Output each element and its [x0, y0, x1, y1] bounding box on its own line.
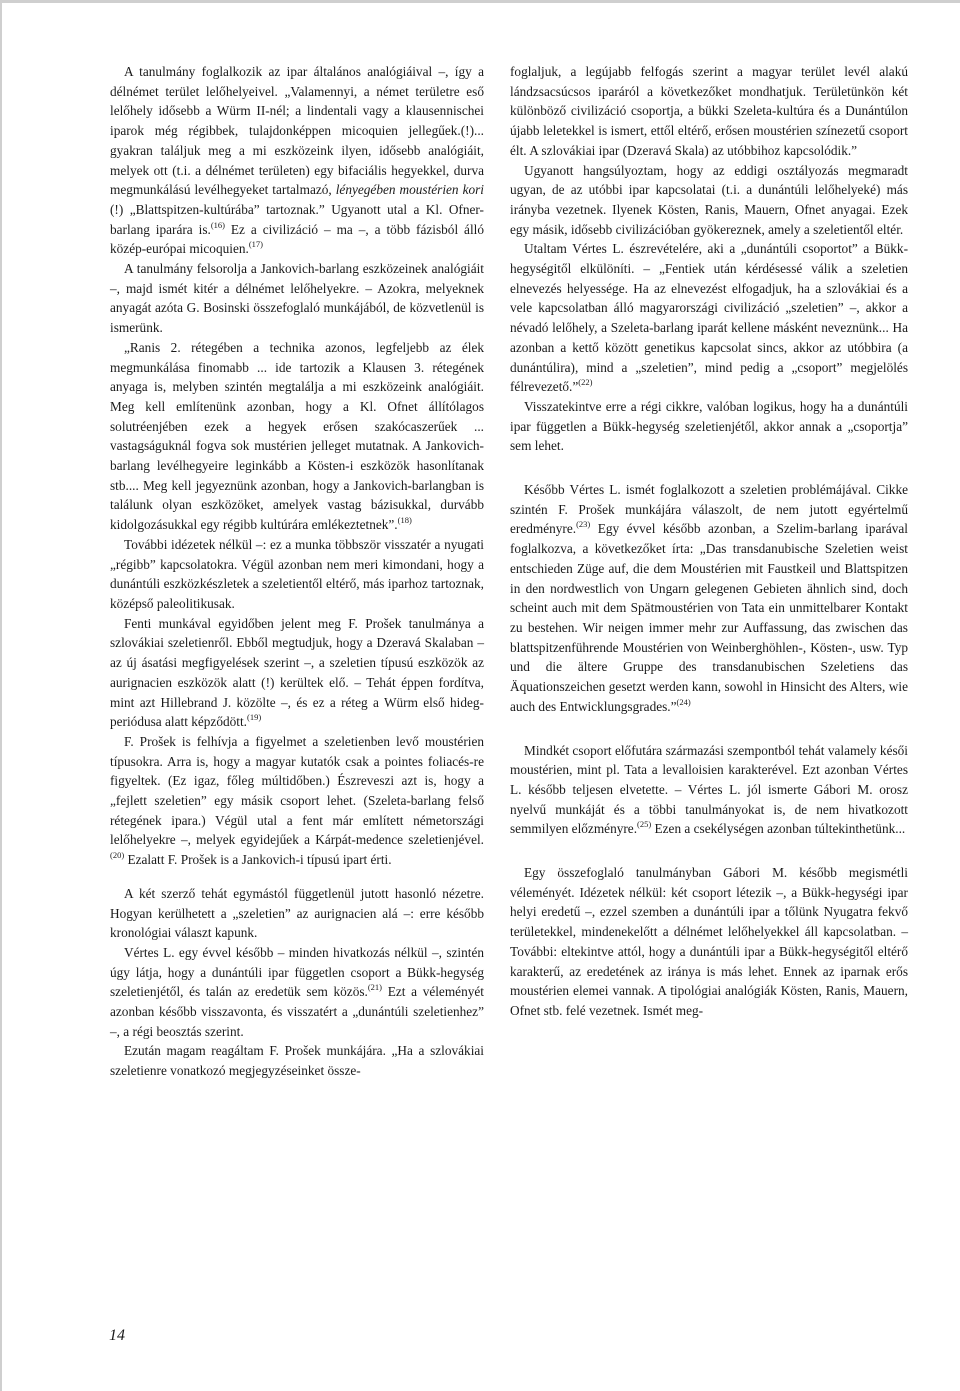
paragraph: [510, 741, 908, 840]
footnote-ref: (22): [578, 377, 593, 388]
paragraph: [510, 161, 908, 240]
text-run: Ezalatt F. Prošek is a Jankovich-i típusú ipart érti.: [124, 852, 392, 868]
footnote-ref: (24): [676, 696, 691, 707]
text-run: foglaljuk, a legújabb felfogás szerint a magyar terület levél alakú lándzsacsúcsos iparáról a következőket mondhatjuk. Területünkön két különböző civilizáció csoportja, a bükki Szeleta-kultúra és a Dunántúlon újabb leletekkel is ismert, ettől eltérő, erősen moustérien színezetű csoport élt. A szlovákiai ipar (Dzeravá Skala) az utóbbihoz kapcsolódik.”: [510, 64, 908, 158]
scan-edge-top: [0, 0, 960, 3]
text-column-left: [110, 62, 484, 1081]
text-run: A két szerző tehát egymástól függetlenül jutott hasonló nézetre. Hogyan kerülhetett a „szeletien” az aurignacien alá –: erre később kronológiai választ kapunk.: [110, 885, 484, 941]
paragraph: [110, 1041, 484, 1080]
text-run: Ezt a véleményét azonban később visszavonta, és visszatért a „dunántúli szeletienhez” –, a régi beosztás szerint.: [110, 984, 484, 1039]
scan-edge-left: [0, 0, 2, 1391]
text-run: Egy évvel később azonban, a Szelim-barlang iparával foglalkozva, a következőket írta: „Das transdanubische Szeletien weist entschieden Züge auf, die dem Moustérien mit Faustkeil und Blattspitzen in den nordwestlich von Ungarn gelegenen Gebieten ähnlich sind, doch scheint auch mit dem Spätmoustérien von Tata ein unmittelbarer Kontakt zu bestehen. Wir neigen immer mehr zur Auffassung, das zwischen das blattspitzenführende Moustérien von Weinberghöhlen-, Kösten-, usw. Typ und die ältere Gruppe des transdanubischen Szeletiens das Äquationszeichen gesetzt werden kann, sowohl in Hinsicht des Alters, wie auch des Entwicklungsgrades.”: [510, 521, 908, 714]
paragraph: [110, 943, 484, 1042]
footnote-ref: (20): [110, 850, 125, 861]
page-number: 14: [109, 1327, 125, 1344]
text-run: (!) „Blattspitzen-kultúrába” tartoznak.” Ugyanott utal a Kl. Ofner-barlang iparára is.: [110, 201, 484, 237]
paragraph: [110, 535, 484, 614]
paragraph: [110, 884, 484, 943]
text-run: Ugyanott hangsúlyoztam, hogy az eddigi osztályozás megmaradt ugyan, de az utóbbi ipar kapcsolatai (t.i. a dunántúli lelőhelyeké) más irányba vezetnek. Ilyenek Kösten, Ranis, Mauern, Ofnet anyagai. Ezek egy másik, idősebb civilizációban gyökereznek, amely a szeletientől eltér.: [510, 162, 908, 237]
text-run: A tanulmány foglalkozik az ipar általános analógiáival –, így a délnémet terület lelőhelyeivel. „Valamennyi, a német területre eső lelőhely idősebb a Würm II-nél; a lindentali vagy a klausennischei iparok még régibbek, tulajdonképpen micoquien jellegűek.(!)... gyakran találjuk meg a mi eszközeink ilyen, idősebb analógiáit, melyek ott (t.i. a délnémet területen) egy bifaciális hegyekkel, durva megmunkálású levélhegyeket tartalmazó,: [110, 64, 484, 198]
text-run: Később Vértes L. ismét foglalkozott a szeletien problémájával. Cikke szintén F. Prošek munkájára válaszolt, de nem jutott egyértelmű eredményre.: [510, 482, 908, 537]
text-run: Visszatekintve erre a régi cikkre, valóban logikus, hogy ha a dunántúli ipar független a Bükk-hegység szeletienjétől, akkor annak a „csoportja” sem lehet.: [510, 398, 908, 454]
paragraph: [510, 397, 908, 456]
text-column-right: [510, 62, 908, 1021]
text-run: Mindkét csoport előfutára származási szempontból tehát valamely késői moustérien, mint pl. Tata a levalloisien karakterével. Ezt azonban Vértes L. később teljesen elvetette. – Vértes L. jól ismerte Gábori M. orosz nyelvű munkáját és a többi tanulmányokat is, de nem hivatkozott semmilyen előzményre.: [510, 742, 908, 837]
italic-text: lényegében moustérien kori: [335, 182, 484, 198]
paragraph: [110, 732, 484, 870]
text-run: Vértes L. egy évvel később – minden hivatkozás nélkül –, szintén úgy látja, hogy a dunántúli ipar független csoport a Bükk-hegység szeletienjétől, és talán az eredetük sem közös.: [110, 944, 484, 1000]
paragraph: [110, 614, 484, 732]
paragraph: [510, 480, 908, 716]
footnote-ref: (25): [637, 819, 652, 830]
paragraph: [510, 62, 908, 161]
text-run: További idézetek nélkül –: ez a munka többször visszatér a nyugati „régibb” kapcsolatokra. Végül azonban nem meri kimondani, hogy a dunántúli eszközkészletek a szeletientől eltérő, más iparhoz tartoznak, középső paleolitikusak.: [110, 536, 484, 611]
text-run: „Ranis 2. rétegében a technika azonos, legfeljebb az élek megmunkálása finomabb ... ide tartozik a Klausen 3. rétegének anyaga is, melyben szintén megtalálja a mi eszközeink analógiáit. Meg kell említenünk azonban, hogy a Kl. Ofnet állítólagos solutréenjében ezek a hegyek erősen szakócaszerűek ... vastagságuknál fogva sok mustérien jelleget mutatnak. A Jankovich-barlang levélhegyeire leginkább a Kösten-i eszközök hasonlítanak stb.... Meg kell jegyeznünk azonban, hogy a Jankovich-barlangban is találunk olyan eszközöket, amelyek vastag bázisukkal, durvább kidolgozásukkal egy régibb kultúrára emlékeztetnek”.: [110, 339, 484, 533]
text-run: Ezen a csekélységen azonban túltekinthetünk...: [651, 821, 906, 837]
text-run: Ez a civilizáció – ma –, a több fázisból álló közép-európai micoquien.: [110, 221, 484, 257]
text-run: F. Prošek is felhívja a figyelmet a szeletienben levő moustérien típusokra. Arra is, hogy a magyar kutatók csak a pointes foliacés-re figyeltek. (Ez igaz, főleg múltidőben.) Észreveszi azt is, hogy a „fejlett szeletien” egy másik csoport lehet. (Szeleta-barlang felső rétegének ipara.) Végül utal a fent már említett németországi lelőhelyekre –, melyek egyidejűek a Kárpát-medence szeletienjével.: [110, 733, 484, 848]
text-run: Utaltam Vértes L. észrevételére, aki a „dunántúli csoportot” a Bükk-hegységitől elkülöníti. – „Fentiek után kérdésessé válik a szeletien elnevezés helyessége. Ha az elnevezést elfogadjuk, ha a szlovákiai és a vele kapcsolatban álló magyarországi civilizáció „szeletien” –, akkor a névadó lelőhely, a Szeleta-barlang iparát kellene másként neveznünk... Ha azonban a kettő között genetikus kapcsolat sincs, akkor az utóbbira (a dunántúlira), mind a „szeletien”, mind pedig a „csoport” megjelölés félrevezető.”: [510, 241, 908, 395]
paragraph: [510, 239, 908, 397]
paragraph: [110, 62, 484, 259]
footnote-ref: (16): [210, 219, 225, 230]
paragraph: [110, 259, 484, 338]
text-run: Ezután magam reagáltam F. Prošek munkájára. „Ha a szlovákiai szeletienre vonatkozó megjegyzéseinket össze-: [110, 1043, 484, 1079]
footnote-ref: (17): [248, 239, 263, 250]
paragraph: [110, 338, 484, 535]
footnote-ref: (23): [576, 519, 591, 530]
text-run: A tanulmány felsorolja a Jankovich-barlang eszközeinek analógiáit –, majd ismét kitér a délnémet lelőhelyekre. – Azokra, melyeknek anyagát azóta G. Bosinski összefoglaló munkájából, de közvetlenül is ismerünk.: [110, 261, 484, 336]
footnote-ref: (18): [397, 515, 412, 526]
text-run: Egy összefoglaló tanulmányban Gábori M. később megismétli véleményét. Idézetek nélkül: két csoport létezik –, a Bükk-hegységi ipar helyi eredetű –, ezzel szemben a dunántúli ipar a tőlünk Nyugatra fekvő területekkel, mindenekelőtt a délnémet lelőhelyekkel áll kapcsolatban. – További: eltekintve attól, hogy a dunántúli ipar a Bükk-hegységitől eltérő karakterű, az eredetének az iránya is más lehet. Ennek az iparnak erős moustérien elemei vannak. A tipológiai analógiák Kösten, Ranis, Mauern, Ofnet stb. felé vezetnek. Ismét meg-: [510, 865, 908, 1018]
text-run: Fenti munkával egyidőben jelent meg F. Prošek tanulmánya a szlovákiai szeletienről. Ebből megtudjuk, hogy a Dzeravá Skalaban – az új ásatási megfigyelések szerint –, a szeletien típusú eszközök az aurignacien eszközök alatt (!) kerültek elő. – Tehát éppen fordítva, mint azt Hillebrand J. közölte –, és ez a réteg a Würm első hideg-periódusa alatt képződött.: [110, 615, 484, 730]
footnote-ref: (21): [367, 982, 383, 993]
footnote-ref: (19): [247, 712, 262, 723]
paragraph: [510, 863, 908, 1021]
